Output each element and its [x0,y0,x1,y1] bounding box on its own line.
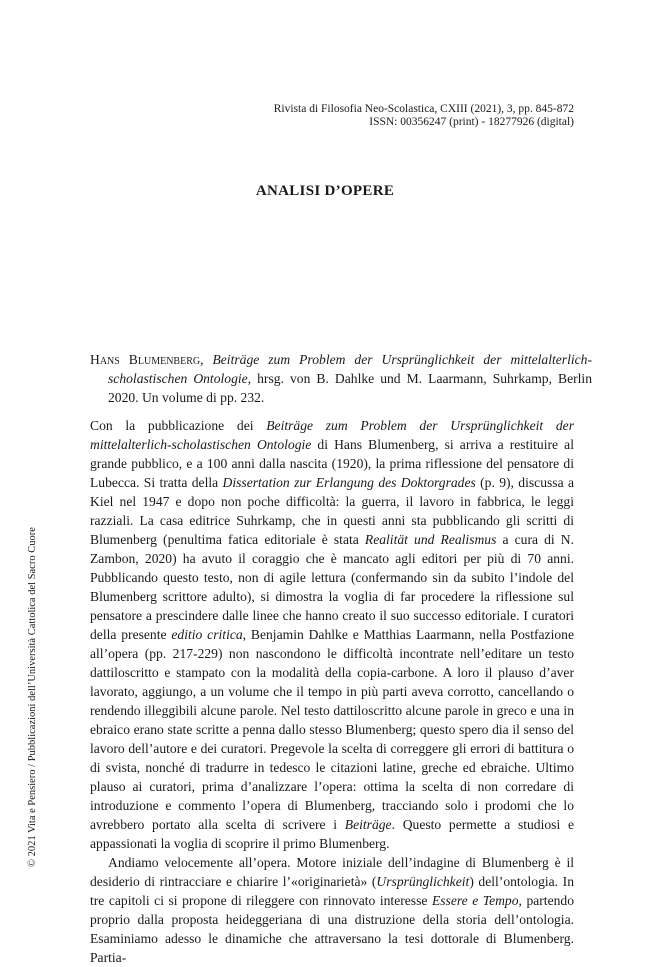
text-run: a cura di N. Zambon, 2020) ha avuto il coraggio che è mancato agli editori per più di 70 anni. Pubblicando questo testo, non di agile lettura (confermando sin da subito l’indole del Blumenberg scrittore adulto), si dimostra la voglia di far procedere la riflessione sul pensatore a prescindere dalle linee che hanno creato il suo successo editoriale. I curatori della presente [90,532,575,642]
book-details: , hrsg. von B. Dahlke und M. Laarmann, Suhrkamp, Berlin 2020. Un volume di pp. 232. [108,371,592,405]
text-run: , Benjamin Dahlke e Matthias Laarmann, nella Postfazione all’opera (pp. 217-229) non nascondono le difficoltà incontrate nell’editare un testo dattiloscritto e stampato con la modalità della copia-carbone. A loro il plauso d’aver lavorato, aggiungo, a un volume che il tempo in più parti aveva corrotto, cancellando o rendendo illeggibili alcune parole. Nel testo dattiloscritto alcune parole in greco e una in ebraico erano state scritte a penna dallo stesso Blumenberg; questo spero dia il senso del lavoro dell’autore e dei curatori. Pregevole la scelta di correggere gli errori di battitura o di svista, nonché di tradurre in tedesco le citazioni latine, greche ed ebraiche. Ultimo plauso ai curatori, prima d’analizzare l’opera: ottima la scelta di non corredare di introduzione e commento l’opera di Blumenberg, tracciando solo i prodomi che lo avrebbero portato alla scelta di scrivere i [90,627,574,832]
journal-header [154,103,574,129]
paragraph-2 [90,853,574,967]
text-run: Andiamo velocemente all’opera. Motore iniziale dell’indagine di Blumenberg è il desiderio di rintracciare e chiarire l’«originarietà» ( [90,855,574,889]
italic-run: editio critica [171,627,243,642]
text-run: ) dell’ontologia. In tre capitoli ci si propone di rileggere con rinnovato interesse [90,874,574,908]
book-title: Beiträge zum Problem der Ursprünglichkeit der mittelalterlich-scholastischen Ontologie [108,352,593,386]
section-title: ANALISI D’OPERE [255,183,395,199]
text-run: Con la pubblicazione dei [90,418,267,433]
copyright-sidebar [27,487,39,867]
italic-run: Ursprünglichkeit [376,874,470,889]
copyright-text: © 2021 Vita e Pensiero / Pubblicazioni dell’Università Cattolica del Sacro Cuore [27,527,38,867]
bibliographic-entry [90,350,592,407]
review-body [90,416,574,967]
bibliography-separator: , [200,352,213,367]
text-run: (p. 9), discussa a Kiel nel 1947 e dopo non poche difficoltà: la guerra, il lavoro in fabbrica, le leggi razziali. La casa editrice Suhrkamp, che in questi anni sta pubblicando gli scritti di Blumenberg (penultima fatica editoriale è stata [90,475,574,547]
italic-run: Beiträge zum Problem der Ursprünglichkeit der mittelalterlich-scholastischen Ontologie [90,418,575,452]
italic-run: Dissertation zur Erlangung des Doktorgrades [222,475,476,490]
text-run: , partendo proprio dalla proposta heideggeriana di una distruzione della storia dell’ontologia. Esaminiamo adesso le dinamiche che attraversano la tesi dottorale di Blumenberg. Partia- [90,893,574,965]
italic-run: Essere e Tempo [431,893,519,908]
issn-line: ISSN: 00356247 (print) - 18277926 (digital) [369,116,574,128]
book-author: Hans Blumenberg [90,352,201,367]
italic-run: Realität und Realismus [364,532,497,547]
text-run: . Questo permette a studiosi e appassionati la voglia di scoprire il primo Blumenberg. [90,817,574,851]
journal-citation: Rivista di Filosofia Neo-Scolastica, CXIII (2021), 3, pp. 845-872 [273,103,574,115]
paragraph-1 [90,416,574,853]
italic-run: Beiträge [344,817,392,832]
text-run: di Hans Blumenberg, si arriva a restituire al grande pubblico, e a 100 anni dalla nascita (1920), la prima riflessione del pensatore di Lubecca. Si tratta della [90,437,574,490]
